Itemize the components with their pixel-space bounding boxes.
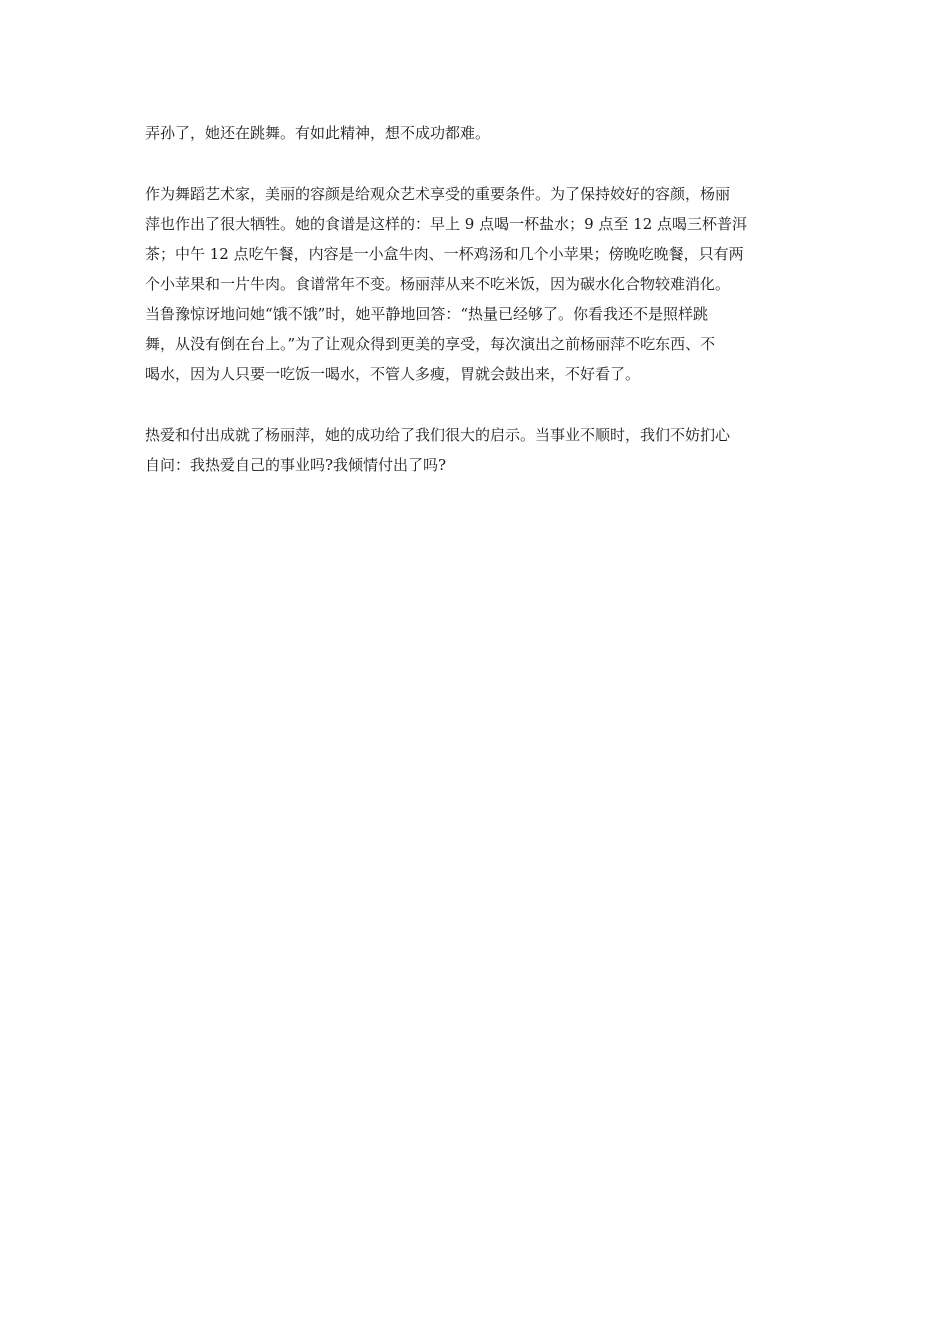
text-line: 喝水，因为人只要一吃饭一喝水，不管人多瘦，胃就会鼓出来，不好看了。 [145, 365, 641, 383]
text-line: 舞，从没有倒在台上。”为了让观众得到更美的享受，每次演出之前杨丽萍不吃东西、不 [145, 335, 716, 353]
paragraph-2 [145, 179, 809, 389]
text-line: 茶；中午 12 点吃午餐，内容是一小盒牛肉、一杯鸡汤和几个小苹果；傍晚吃晚餐，只有两 [145, 245, 744, 263]
paragraph-spacer [145, 148, 809, 179]
paragraph-spacer [145, 389, 809, 420]
text-line: 萍也作出了很大牺牲。她的食谱是这样的：早上 9 点喝一杯盐水；9 点至 12 点喝三杯普洱 [145, 215, 748, 233]
paragraph-1 [145, 118, 809, 148]
text-line: 当鲁豫惊讶地问她“饿不饿”时，她平静地回答：“热量已经够了。你看我还不是照样跳 [145, 305, 709, 323]
text-line: 热爱和付出成就了杨丽萍，她的成功给了我们很大的启示。当事业不顺时，我们不妨扪心 [145, 426, 731, 444]
document-body [145, 118, 809, 480]
paragraph-3 [145, 420, 809, 480]
text-line: 作为舞蹈艺术家，美丽的容颜是给观众艺术享受的重要条件。为了保持姣好的容颜，杨丽 [145, 185, 731, 203]
text-line: 弄孙了，她还在跳舞。有如此精神，想不成功都难。 [145, 124, 491, 142]
text-line: 个小苹果和一片牛肉。食谱常年不变。杨丽萍从来不吃米饭，因为碳水化合物较难消化。 [145, 275, 731, 293]
text-line: 自问：我热爱自己的事业吗?我倾情付出了吗? [145, 456, 447, 474]
